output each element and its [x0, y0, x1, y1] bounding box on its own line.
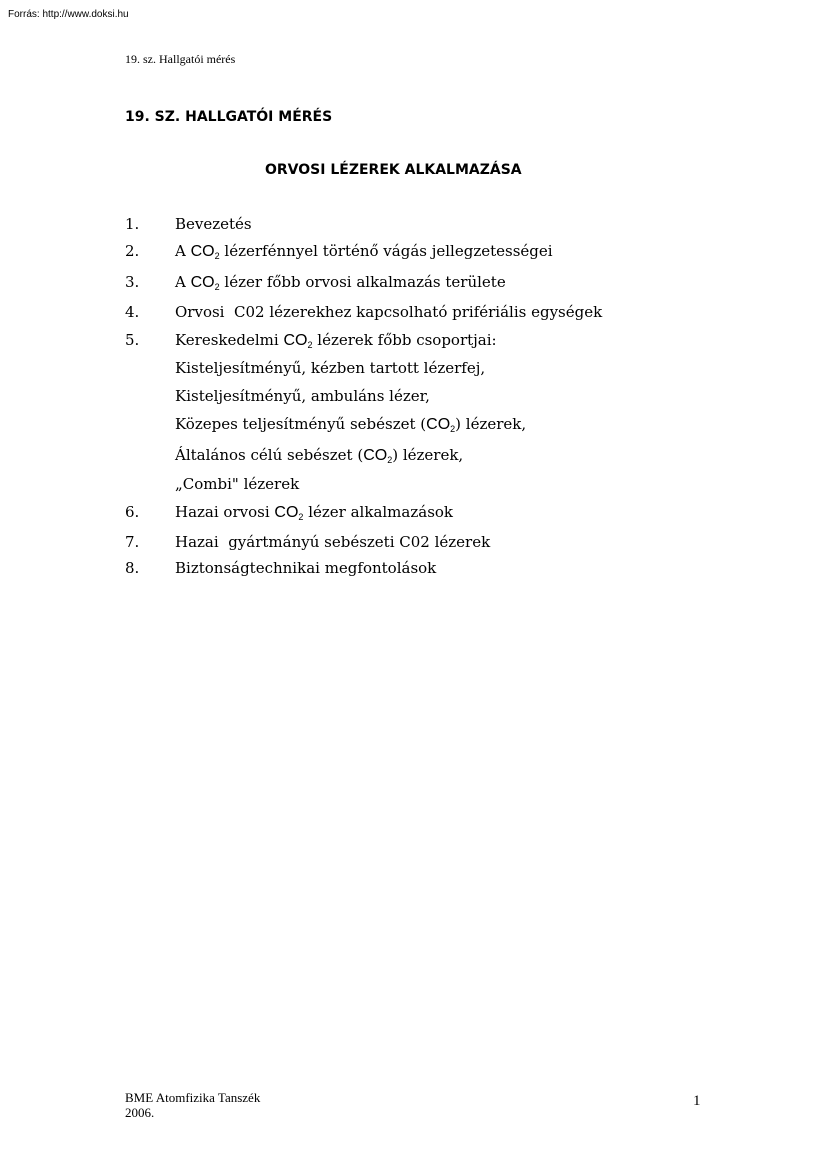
- toc-subitem-suffix: ) lézerek,: [455, 415, 527, 433]
- footer-department: BME Atomfizika Tanszék: [125, 1090, 261, 1105]
- toc-subitem-suffix: ) lézerek,: [392, 446, 464, 464]
- toc-item-number: 7.: [125, 533, 140, 551]
- toc-subitem-prefix: Általános célú sebészet (: [175, 446, 364, 464]
- toc-subitem: „Combi" lézerek: [175, 475, 300, 493]
- source-url: Forrás: http://www.doksi.hu: [8, 9, 129, 20]
- toc-subitem: Kisteljesítményű, ambuláns lézer,: [175, 387, 430, 405]
- toc-item-number: 3.: [125, 273, 140, 291]
- toc-item-number: 2.: [125, 242, 140, 260]
- toc-item-number: 4.: [125, 303, 140, 321]
- formula-base: CO: [190, 274, 215, 291]
- toc-item-text: [175, 273, 506, 292]
- toc-item-text-prefix: A: [175, 242, 186, 260]
- toc-item-text: Bevezetés: [175, 215, 252, 233]
- co2-formula: [283, 332, 312, 349]
- document-title: 19. SZ. HALLGATÓI MÉRÉS: [125, 109, 333, 125]
- footer-year: 2006.: [125, 1105, 155, 1120]
- toc-item-number: 1.: [125, 215, 140, 233]
- toc-item-text: [175, 242, 553, 261]
- formula-base: CO: [283, 332, 308, 349]
- formula-subscript: 2: [307, 340, 313, 350]
- toc-item-text: Orvosi C02 lézerekhez kapcsolható prifériális egységek: [175, 303, 603, 321]
- toc-item-number: 6.: [125, 503, 140, 521]
- toc-item-text-prefix: Hazai orvosi: [175, 503, 270, 521]
- toc-item-text: Hazai gyártmányú sebészeti C02 lézerek: [175, 533, 491, 551]
- toc-item-number: 8.: [125, 559, 140, 577]
- formula-subscript: 2: [214, 282, 220, 292]
- toc-item-text: Biztonságtechnikai megfontolások: [175, 559, 437, 577]
- co2-formula: [274, 504, 303, 521]
- toc-item-text: [175, 331, 497, 350]
- co2-formula: [191, 274, 220, 291]
- formula-base: CO: [426, 416, 451, 433]
- toc-subitem-prefix: Közepes teljesítményű sebészet (: [175, 415, 427, 433]
- document-subtitle: ORVOSI LÉZEREK ALKALMAZÁSA: [265, 162, 522, 178]
- page-number: 1: [693, 1093, 701, 1109]
- formula-subscript: 2: [214, 251, 220, 261]
- toc-subitem: [175, 415, 526, 434]
- toc-item-text-suffix: lézerfénnyel történő vágás jellegzetességei: [224, 242, 553, 260]
- toc-subitem: [175, 446, 463, 465]
- toc-subitem: Kisteljesítményű, kézben tartott lézerfej,: [175, 359, 486, 377]
- co2-formula: [426, 416, 455, 433]
- toc-item-number: 5.: [125, 331, 140, 349]
- toc-item-text-suffix: lézer főbb orvosi alkalmazás területe: [224, 273, 506, 291]
- formula-base: CO: [274, 504, 299, 521]
- co2-formula: [191, 243, 220, 260]
- toc-item-text-suffix: lézer alkalmazások: [308, 503, 454, 521]
- co2-formula: [363, 447, 392, 464]
- formula-base: CO: [190, 243, 215, 260]
- formula-subscript: 2: [298, 512, 304, 522]
- formula-subscript: 2: [387, 455, 393, 465]
- running-header: 19. sz. Hallgatói mérés: [125, 52, 236, 66]
- toc-item-text-prefix: Kereskedelmi: [175, 331, 279, 349]
- footer-left: [125, 1090, 260, 1120]
- toc-item-text-prefix: A: [175, 273, 186, 291]
- toc-item-text-suffix: lézerek főbb csoportjai:: [317, 331, 497, 349]
- formula-base: CO: [363, 447, 388, 464]
- formula-subscript: 2: [450, 424, 456, 434]
- toc-item-text: [175, 503, 453, 522]
